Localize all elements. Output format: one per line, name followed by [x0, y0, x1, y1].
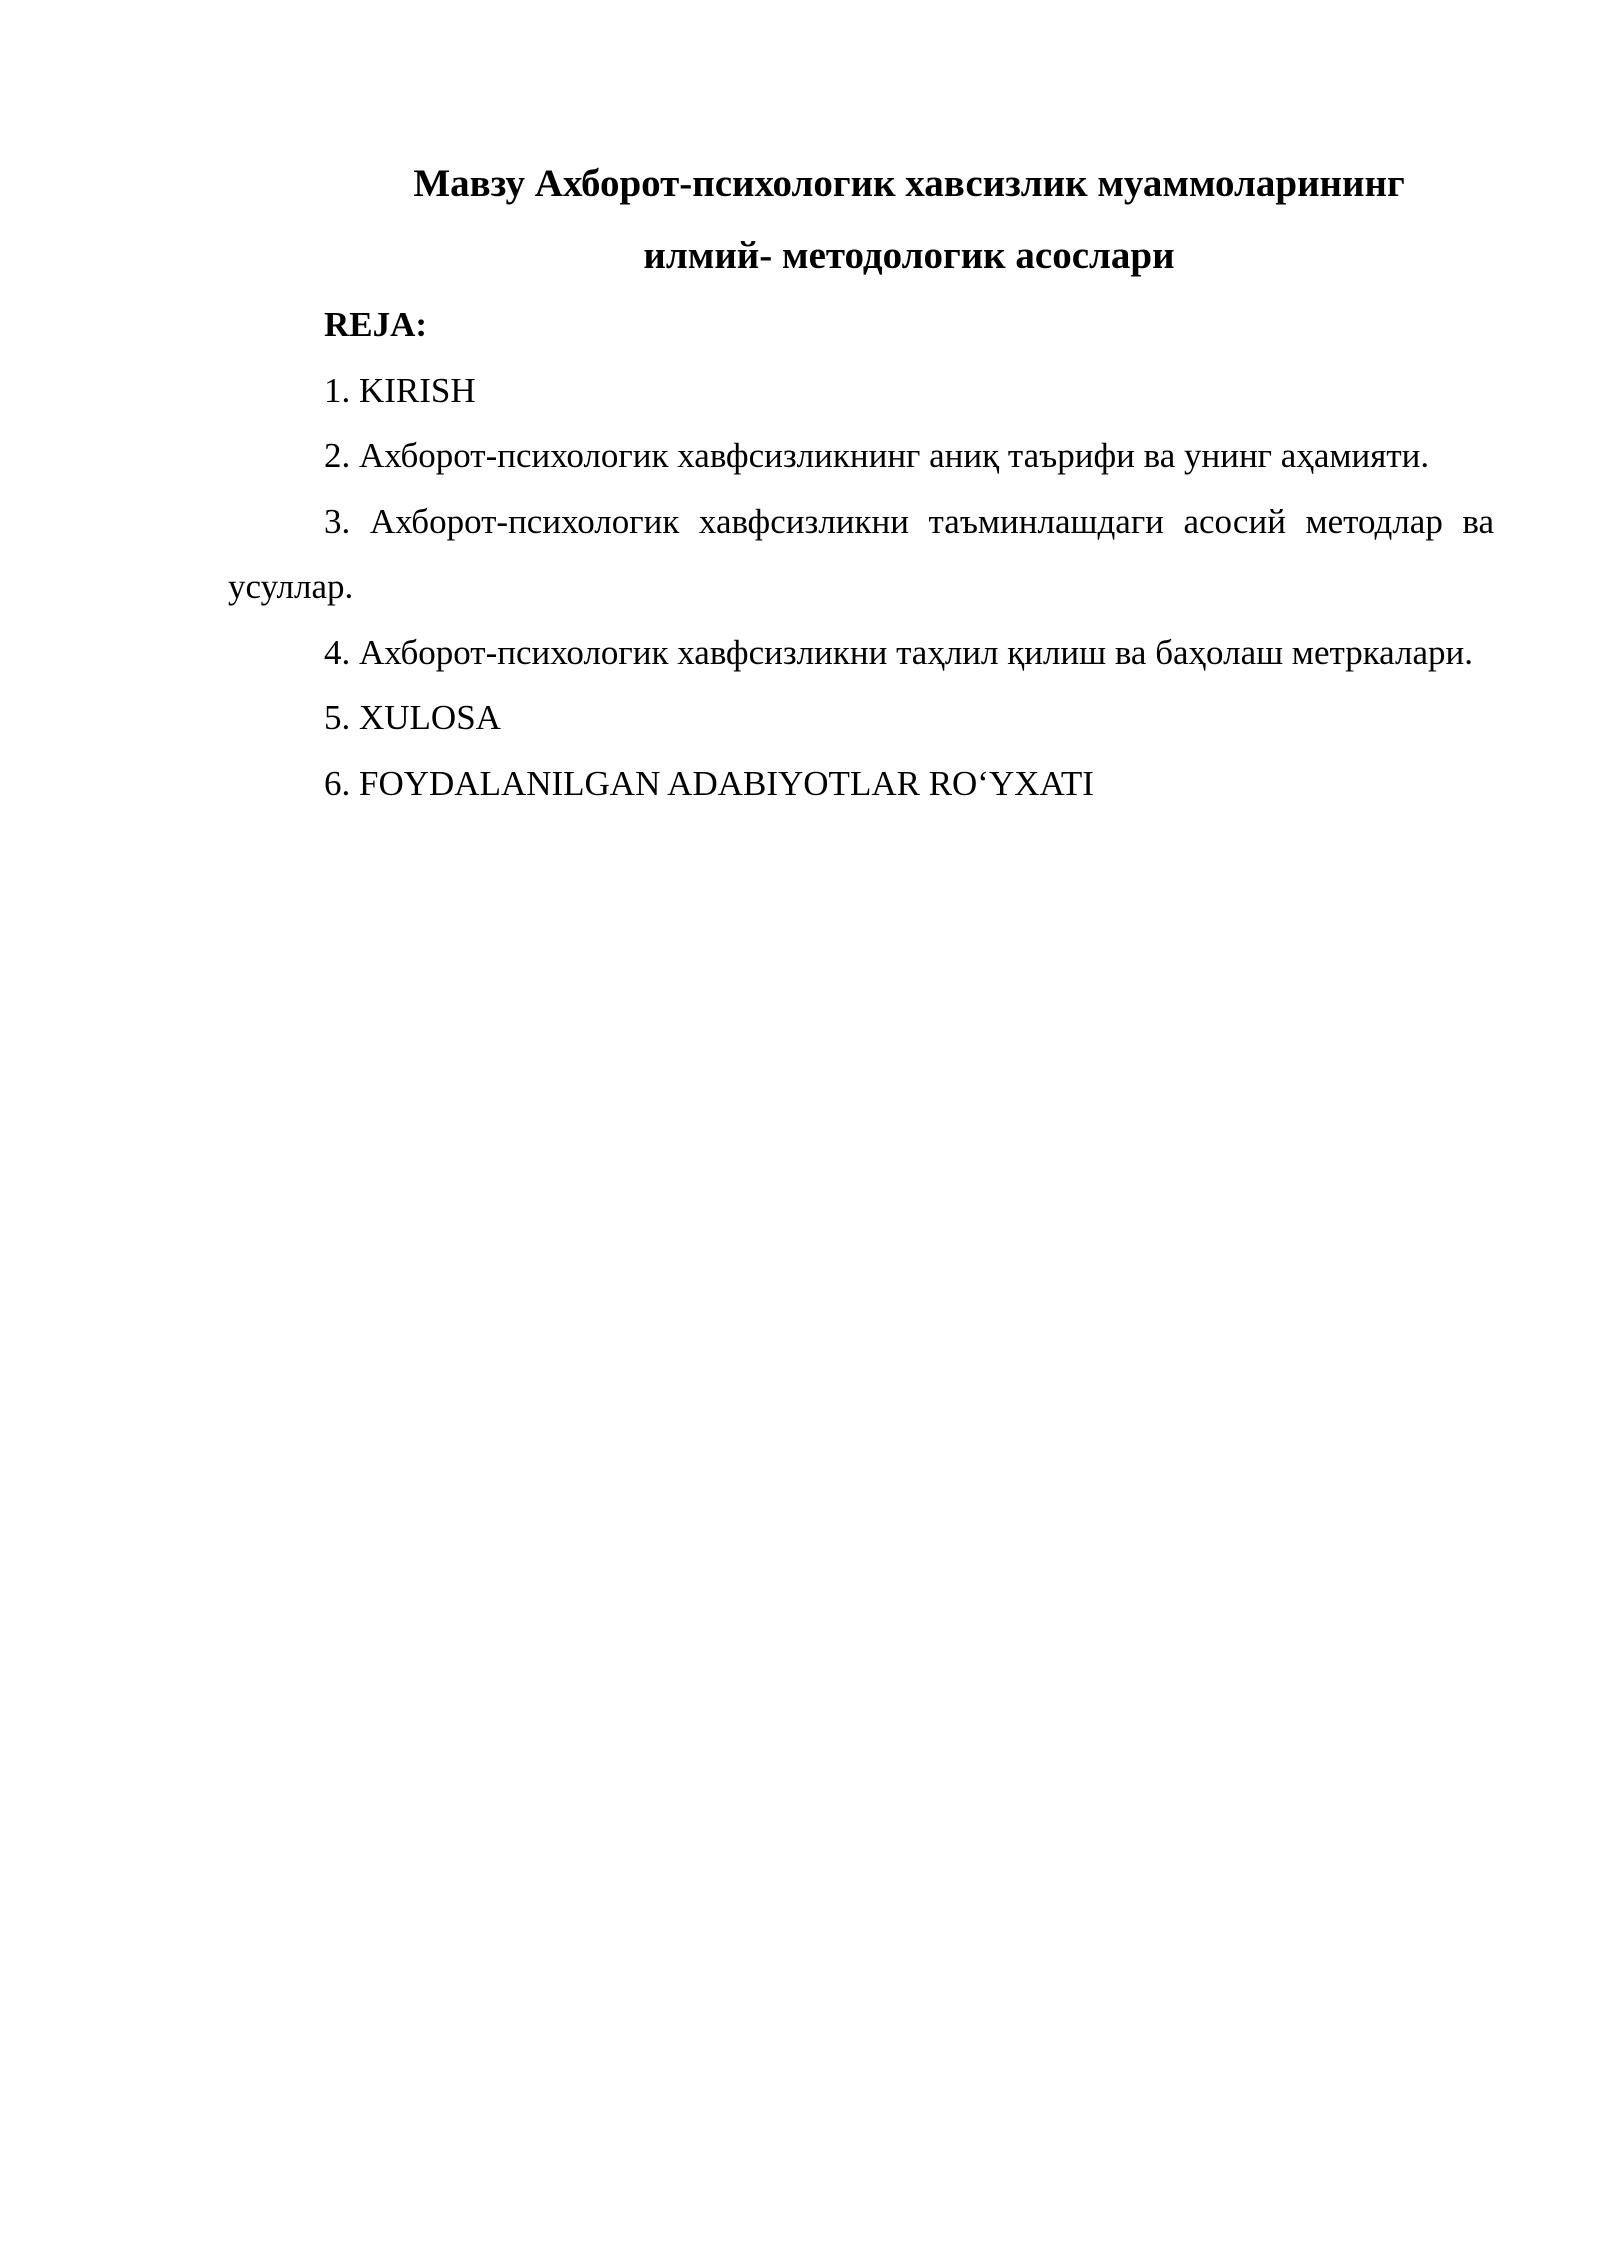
plan-item-3: 3. Ахборот-психологик хавфсизликни таъминлашдаги асосий методлар ва усуллар. — [228, 501, 1494, 606]
plan-item-1: 1. KIRISH — [324, 370, 476, 410]
page-content — [228, 148, 1494, 816]
plan-item-6: 6. FOYDALANILGAN ADABIYOTLAR RO‘YXATI — [324, 763, 1094, 803]
title-line-1: Мавзу Ахборот-психологик хавсизлик муаммоларининг — [413, 162, 1405, 205]
plan-item-4: 4. Ахборот-психологик хавфсизликни таҳлил қилиш ва баҳолаш метркалари. — [324, 632, 1474, 672]
document-title — [228, 148, 1494, 292]
plan-item-2: 2. Ахборот-психологик хавфсизликнинг аниқ таърифи ва унинг аҳамияти. — [324, 436, 1430, 475]
plan-heading: REJA: — [324, 305, 428, 344]
title-line-2: илмий- методологик асослари — [643, 234, 1175, 277]
plan-item-5: 5. XULOSA — [324, 698, 501, 737]
